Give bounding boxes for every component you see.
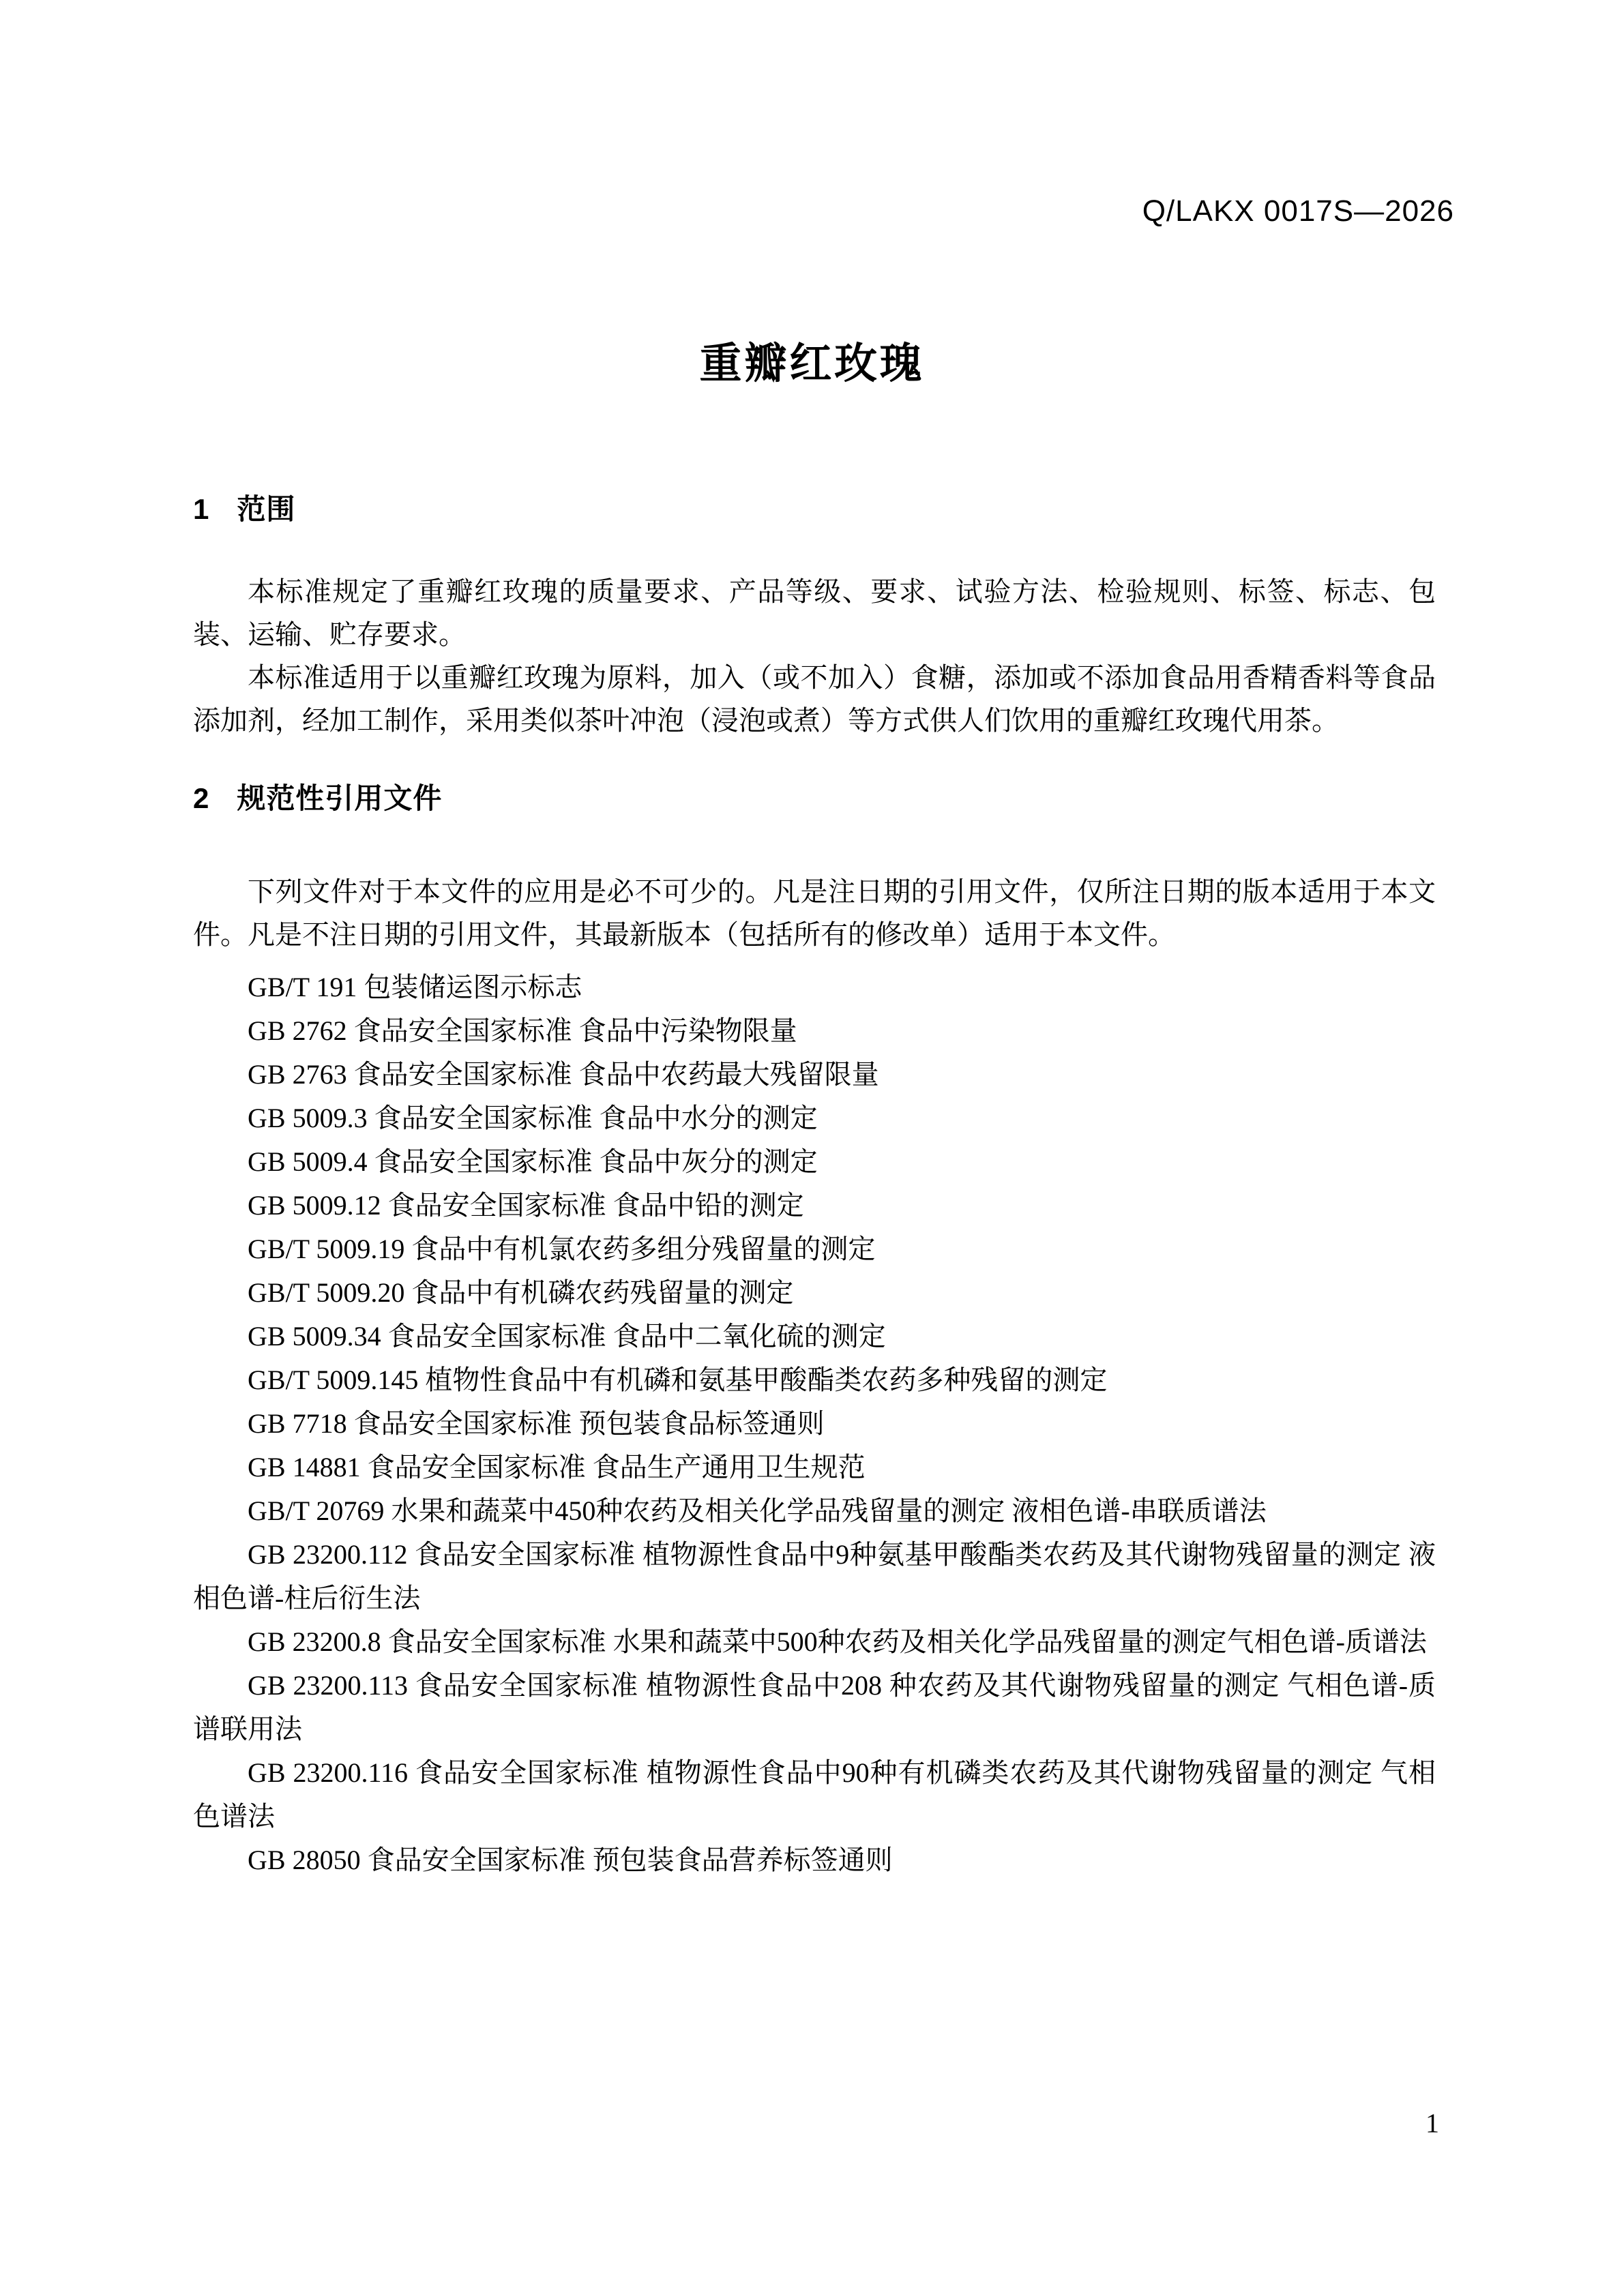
section-1-heading [193, 492, 1436, 526]
section-2-heading [193, 781, 1436, 816]
reference-item: GB 5009.3 食品安全国家标准 食品中水分的测定 [248, 1103, 818, 1133]
document-number: Q/LAKX 0017S—2026 [1142, 194, 1454, 228]
document-title: 重瓣红玫瑰 [699, 340, 925, 387]
reference-item: GB/T 5009.19 食品中有机氯农药多组分残留量的测定 [248, 1234, 876, 1264]
section-1-number: 1 [193, 493, 210, 525]
reference-item: GB/T 5009.20 食品中有机磷农药残留量的测定 [248, 1277, 794, 1308]
section-2-title: 规范性引用文件 [237, 782, 443, 814]
reference-item: GB 5009.4 食品安全国家标准 食品中灰分的测定 [248, 1146, 818, 1177]
reference-item: GB 23200.112 食品安全国家标准 植物源性食品中9种氨基甲酸酯类农药及其代谢物残留量的测定 液相色谱-柱后衍生法 [193, 1539, 1436, 1613]
section-1-title: 范围 [237, 493, 296, 525]
reference-item: GB 5009.34 食品安全国家标准 食品中二氧化硫的测定 [248, 1321, 886, 1352]
scope-paragraph-2: 本标准适用于以重瓣红玫瑰为原料，加入（或不加入）食糖，添加或不添加食品用香精香料等食品添加剂，经加工制作，采用类似茶叶冲泡（浸泡或煮）等方式供人们饮用的重瓣红玫瑰代用茶。 [193, 662, 1436, 736]
reference-item: GB/T 5009.145 植物性食品中有机磷和氨基甲酸酯类农药多种残留的测定 [248, 1365, 1108, 1395]
reference-item: GB 7718 食品安全国家标准 预包装食品标签通则 [248, 1408, 825, 1439]
reference-item: GB/T 191 包装储运图示标志 [248, 972, 582, 1002]
references-intro-paragraph: 下列文件对于本文件的应用是必不可少的。凡是注日期的引用文件，仅所注日期的版本适用于本文件。凡是不注日期的引用文件，其最新版本（包括所有的修改单）适用于本文件。 [193, 876, 1436, 950]
reference-item: GB 2763 食品安全国家标准 食品中农药最大残留限量 [248, 1059, 879, 1090]
page-number: 1 [1426, 2108, 1439, 2138]
section-2-number: 2 [193, 782, 210, 814]
reference-item: GB/T 20769 水果和蔬菜中450种农药及相关化学品残留量的测定 液相色谱-串联质谱法 [248, 1495, 1267, 1526]
document-body [193, 492, 1436, 1882]
reference-item: GB 2762 食品安全国家标准 食品中污染物限量 [248, 1015, 797, 1046]
reference-item: GB 28050 食品安全国家标准 预包装食品营养标签通则 [248, 1845, 893, 1875]
reference-item: GB 23200.113 食品安全国家标准 植物源性食品中208 种农药及其代谢物残留量的测定 气相色谱-质谱联用法 [193, 1670, 1436, 1744]
reference-item: GB 5009.12 食品安全国家标准 食品中铅的测定 [248, 1190, 804, 1221]
reference-item: GB 23200.8 食品安全国家标准 水果和蔬菜中500种农药及相关化学品残留量的测定气相色谱-质谱法 [248, 1626, 1427, 1657]
reference-item: GB 23200.116 食品安全国家标准 植物源性食品中90种有机磷类农药及其代谢物残留量的测定 气相色谱法 [193, 1757, 1436, 1832]
scope-paragraph-1: 本标准规定了重瓣红玫瑰的质量要求、产品等级、要求、试验方法、检验规则、标签、标志、包装、运输、贮存要求。 [193, 576, 1436, 650]
reference-list [193, 966, 1436, 1882]
reference-item: GB 14881 食品安全国家标准 食品生产通用卫生规范 [248, 1452, 866, 1482]
